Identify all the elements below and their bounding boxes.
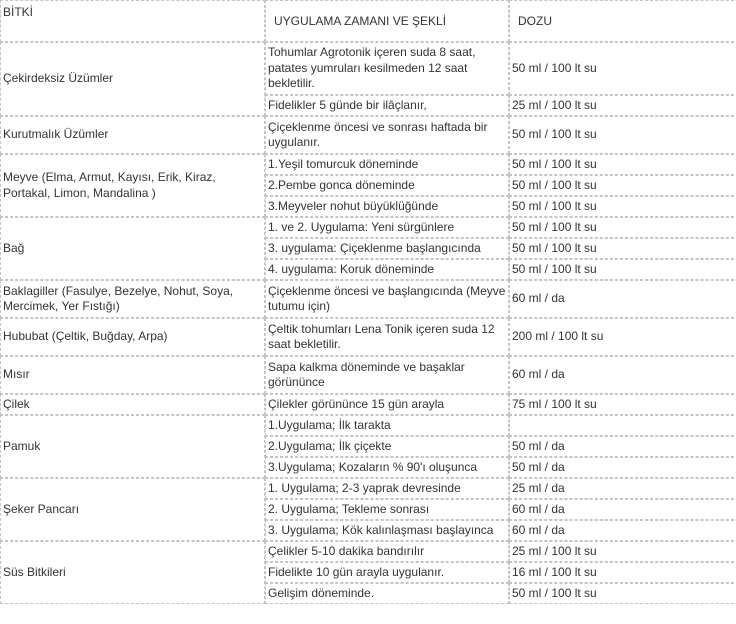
application-cell: 4. uygulama: Koruk döneminde [265,259,509,280]
dose-cell: 50 ml / da [509,436,736,457]
table-header-row [0,0,736,42]
dose-cell: 25 ml / 100 lt su [509,95,736,116]
table-row [0,154,736,175]
plant-cell: Süs Bitkileri [0,541,265,604]
header-plant: BİTKİ [0,0,265,42]
application-cell: 1.Uygulama; İlk tarakta [265,415,509,436]
table-row [0,415,736,436]
dose-cell: 50 ml / 100 lt su [509,175,736,196]
application-cell: 2. Uygulama; Tekleme sonrası [265,499,509,520]
table-row [0,478,736,499]
application-cell: Tohumlar Agrotonik içeren suda 8 saat, patates yumruları kesilmeden 12 saat bekletilir. [265,42,509,95]
table-row [0,116,736,154]
plant-cell: Mısır [0,356,265,394]
application-cell: Fidelikler 5 günde bir ilâçlanır, [265,95,509,116]
plant-cell: Baklagiller (Fasulye, Bezelye, Nohut, Soya, Mercimek, Yer Fıstığı) [0,280,265,318]
table-row [0,356,736,394]
dose-cell: 75 ml / 100 lt su [509,394,736,415]
application-cell: 3.Uygulama; Kozaların % 90'ı oluşunca [265,457,509,478]
application-cell: 1. ve 2. Uygulama: Yeni sürgünlere [265,217,509,238]
table-row [0,541,736,562]
table-row [0,280,736,318]
dose-cell: 50 ml / 100 lt su [509,116,736,154]
dose-cell: 50 ml / 100 lt su [509,42,736,95]
table-row [0,217,736,238]
application-cell: 3. Uygulama; Kök kalınlaşması başlayınca [265,520,509,541]
application-cell: Çiçeklenme öncesi ve sonrası haftada bir uygulanır. [265,116,509,154]
dose-cell: 50 ml / 100 lt su [509,217,736,238]
plant-cell: Şeker Pancarı [0,478,265,541]
header-application: UYGULAMA ZAMANI VE ŞEKLİ [265,0,509,42]
application-cell: Çeltik tohumları Lena Tonik içeren suda 12 saat bekletilir. [265,318,509,356]
dose-cell: 60 ml / da [509,356,736,394]
dose-cell: 50 ml / 100 lt su [509,259,736,280]
plant-cell: Bağ [0,217,265,280]
application-cell: 2.Pembe gonca döneminde [265,175,509,196]
dose-cell: 25 ml / da [509,478,736,499]
dose-cell: 60 ml / da [509,499,736,520]
dose-cell [509,415,736,436]
application-cell: 3. uygulama: Çiçeklenme başlangıcında [265,238,509,259]
application-cell: Gelişim döneminde. [265,583,509,604]
plant-cell: Meyve (Elma, Armut, Kayısı, Erik, Kiraz, Portakal, Limon, Mandalina ) [0,154,265,217]
dose-cell: 50 ml / 100 lt su [509,238,736,259]
application-cell: Sapa kalkma döneminde ve başaklar görününce [265,356,509,394]
plant-cell: Çilek [0,394,265,415]
table-row [0,318,736,356]
application-cell: 1.Yeşil tomurcuk döneminde [265,154,509,175]
dose-cell: 60 ml / da [509,280,736,318]
plant-cell: Çekirdeksiz Üzümler [0,42,265,116]
application-cell: 2.Uygulama; İlk çiçekte [265,436,509,457]
application-cell: Çilekler görününce 15 gün arayla [265,394,509,415]
application-cell: 1. Uygulama; 2-3 yaprak devresinde [265,478,509,499]
dose-cell: 50 ml / 100 lt su [509,154,736,175]
application-cell: Çiçeklenme öncesi ve başlangıcında (Meyve tutumu için) [265,280,509,318]
plant-cell: Hububat (Çeltik, Buğday, Arpa) [0,318,265,356]
dose-cell: 16 ml / 100 lt su [509,562,736,583]
dose-cell: 200 ml / 100 lt su [509,318,736,356]
dose-cell: 50 ml / 100 lt su [509,583,736,604]
plant-cell: Pamuk [0,415,265,478]
table-row [0,394,736,415]
application-cell: Fidelikte 10 gün arayla uygulanır. [265,562,509,583]
table-row [0,42,736,95]
header-dose: DOZU [509,0,736,42]
dose-cell: 50 ml / da [509,457,736,478]
dose-cell: 50 ml / 100 lt su [509,196,736,217]
plant-cell: Kurutmalık Üzümler [0,116,265,154]
dose-cell: 60 ml / da [509,520,736,541]
application-cell: Çelikler 5-10 dakika bandırılır [265,541,509,562]
application-cell: 3.Meyveler nohut büyüklüğünde [265,196,509,217]
dose-cell: 25 ml / 100 lt su [509,541,736,562]
